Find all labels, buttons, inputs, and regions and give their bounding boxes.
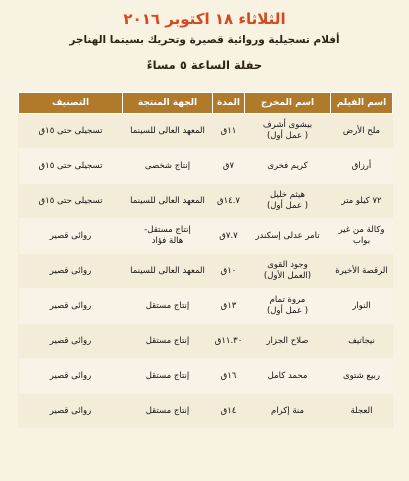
cell-director-name: بيشوى أشرف ( عمل أول) <box>245 114 331 149</box>
cell-duration: ١٣ق <box>213 289 245 324</box>
table-header-row <box>19 93 393 114</box>
cell-film-name: أرزاق <box>331 149 393 184</box>
cell-category: تسجيلى حتى ١٥ق <box>19 114 123 149</box>
cell-category: روائى قصير <box>19 219 123 254</box>
cell-producer: إنتاج مستقل <box>123 394 213 429</box>
cell-duration: ٧.٧ق <box>213 219 245 254</box>
cell-duration: ١٠ق <box>213 254 245 289</box>
cell-producer: إنتاج مستقل <box>123 324 213 359</box>
cell-duration: ١٤ق <box>213 394 245 429</box>
cell-category: روائى قصير <box>19 289 123 324</box>
header-duration: المدة <box>213 93 245 114</box>
cell-category: روائى قصير <box>19 359 123 394</box>
cell-duration: ١١ق <box>213 114 245 149</box>
cell-producer: إنتاج شخصى <box>123 149 213 184</box>
screening-time: حفلة الساعة ٥ مساءً <box>146 58 263 72</box>
header-category: التصنيف <box>19 93 123 114</box>
cell-director-name: صلاح الجزار <box>245 324 331 359</box>
table-row <box>19 289 393 324</box>
cell-film-name: الرقصة الأخيرة <box>331 254 393 289</box>
header-director: اسم المخرج <box>245 93 331 114</box>
cell-duration: ١١.٣٠ق <box>213 324 245 359</box>
cell-film-name: ملح الأرض <box>331 114 393 149</box>
table-row <box>19 149 393 184</box>
cell-producer: المعهد العالى للسينما <box>123 184 213 219</box>
cell-category: تسجيلى حتى ١٥ق <box>19 184 123 219</box>
cell-category: روائى قصير <box>19 324 123 359</box>
cell-director-name: كريم فخرى <box>245 149 331 184</box>
cell-director-name: مروة تمام ( عمل أول) <box>245 289 331 324</box>
cell-director-name: تامر عدلى إسكندر <box>245 219 331 254</box>
cell-director-name: وجود القوى (العمل الأول) <box>245 254 331 289</box>
cell-film-name: ٧٢ كيلو متر <box>331 184 393 219</box>
cell-film-name: النوار <box>331 289 393 324</box>
cell-producer: المعهد العالى للسينما <box>123 254 213 289</box>
cell-film-name: العجلة <box>331 394 393 429</box>
table-row <box>19 324 393 359</box>
table-row <box>19 114 393 149</box>
cell-director-name: محمد كامل <box>245 359 331 394</box>
cell-director-name: هيثم خليل ( عمل أول) <box>245 184 331 219</box>
cell-producer: إنتاج مستقل <box>123 359 213 394</box>
cell-producer: المعهد العالى للسينما <box>123 114 213 149</box>
cell-category: روائى قصير <box>19 254 123 289</box>
header-film-name: اسم الفيلم <box>331 93 393 114</box>
cell-duration: ١٤.٧ق <box>213 184 245 219</box>
cell-category: تسجيلى حتى ١٥ق <box>19 149 123 184</box>
table-row <box>19 184 393 219</box>
table-row <box>19 219 393 254</box>
cell-producer: إنتاج مستقل <box>123 289 213 324</box>
page-header <box>0 0 409 80</box>
header-producer: الجهة المنتجة <box>123 93 213 114</box>
cell-duration: ٧ق <box>213 149 245 184</box>
page-title: الثلاثاء ١٨ اكتوبر ٢٠١٦ <box>123 10 286 28</box>
cell-category: روائى قصير <box>19 394 123 429</box>
cell-film-name: نيجاتيف <box>331 324 393 359</box>
table-row <box>19 254 393 289</box>
table-row <box>19 394 393 429</box>
cell-film-name: وكالة من غير بواب <box>331 219 393 254</box>
schedule-table <box>18 92 393 428</box>
cell-duration: ١٦ق <box>213 359 245 394</box>
table-row <box>19 359 393 394</box>
cell-producer: إنتاج مستقل- هالة فؤاد <box>123 219 213 254</box>
cell-film-name: ربيع شتوى <box>331 359 393 394</box>
cell-director-name: منة إكرام <box>245 394 331 429</box>
page-subtitle: أفلام تسجيلية وروائية قصيرة وتحريك بسينما الهناجر <box>69 34 340 46</box>
